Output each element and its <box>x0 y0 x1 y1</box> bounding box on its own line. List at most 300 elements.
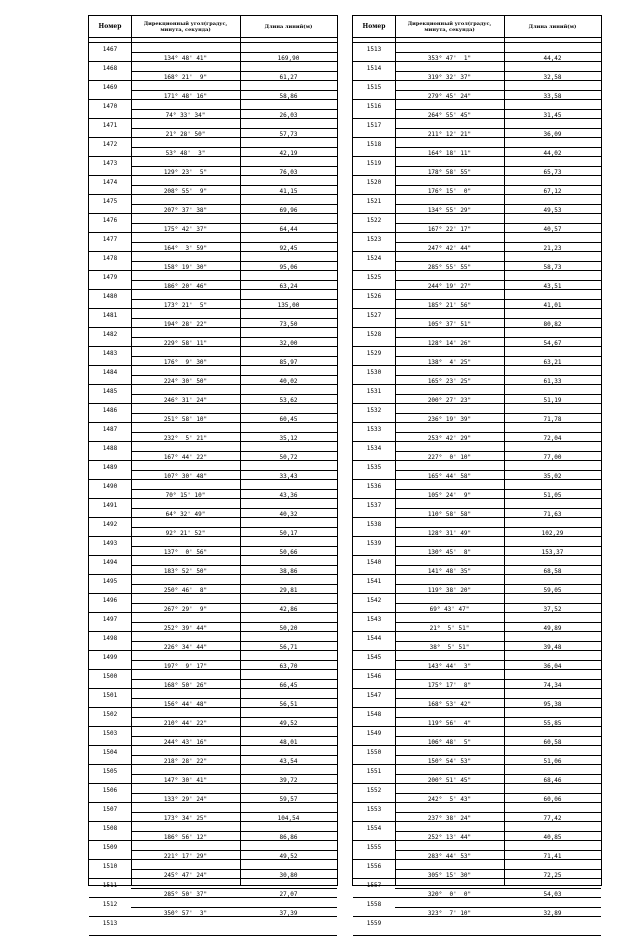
row-rule <box>131 204 337 205</box>
row-rule <box>131 413 337 414</box>
point-number: 1489 <box>102 464 118 471</box>
row-rule <box>395 869 601 870</box>
row-rule <box>395 679 601 680</box>
direction-angle: 319° 32' 37" <box>427 74 472 81</box>
direction-angle: 178° 58' 55" <box>427 169 472 176</box>
point-number: 1473 <box>102 160 118 167</box>
table-row <box>89 879 337 898</box>
table-row <box>89 81 337 100</box>
table-row <box>353 765 601 784</box>
row-rule <box>131 147 337 148</box>
row-rule <box>131 641 337 642</box>
row-rule <box>395 565 601 566</box>
direction-angle: 119° 56' 4" <box>427 720 472 727</box>
table-row <box>89 62 337 81</box>
table-row <box>353 556 601 575</box>
row-rule <box>131 603 337 604</box>
header-number: Номер <box>362 22 386 30</box>
point-number: 1498 <box>102 635 118 642</box>
direction-angle: 224° 30' 50" <box>163 378 208 385</box>
header-direction-angle: Дирекционный угол(градус, минута, секунда) <box>143 20 228 33</box>
direction-angle: 242° 5' 43" <box>427 796 472 803</box>
point-number: 1549 <box>366 730 382 737</box>
row-rule <box>131 432 337 433</box>
line-length: 44,42 <box>543 55 562 62</box>
table-row <box>89 347 337 366</box>
direction-angle: 211° 12' 21" <box>427 131 472 138</box>
row-rule <box>395 299 601 300</box>
direction-angle: 323° 7' 10" <box>427 910 472 917</box>
line-length: 32,00 <box>279 340 298 347</box>
coordinates-table-right <box>352 15 602 927</box>
point-number: 1469 <box>102 84 118 91</box>
point-number: 1559 <box>366 920 382 927</box>
point-number: 1492 <box>102 521 118 528</box>
row-rule <box>395 90 601 91</box>
direction-angle: 156° 44' 48" <box>163 701 208 708</box>
row-rule <box>395 375 601 376</box>
point-number: 1478 <box>102 255 118 262</box>
point-number: 1554 <box>366 825 382 832</box>
row-rule <box>131 546 337 547</box>
point-number: 1477 <box>102 236 118 243</box>
direction-angle: 167° 22' 17" <box>427 226 472 233</box>
table-row <box>353 613 601 632</box>
direction-angle: 176° 15' 0" <box>427 188 472 195</box>
row-rule <box>395 242 601 243</box>
row-rule <box>131 280 337 281</box>
direction-angle: 283° 44' 53" <box>427 853 472 860</box>
table-row <box>353 746 601 765</box>
row-rule <box>131 109 337 110</box>
direction-angle: 246° 31' 24" <box>163 397 208 404</box>
line-length: 102,29 <box>541 530 564 537</box>
point-number: 1508 <box>102 825 118 832</box>
point-number: 1528 <box>366 331 382 338</box>
row-rule <box>395 717 601 718</box>
table-row <box>89 366 337 385</box>
row-rule <box>395 660 601 661</box>
table-row <box>353 708 601 727</box>
point-number: 1512 <box>102 901 118 908</box>
row-rule <box>131 318 337 319</box>
point-number: 1525 <box>366 274 382 281</box>
line-length: 39,48 <box>543 644 562 651</box>
line-length: 32,89 <box>543 910 562 917</box>
line-length: 72,25 <box>543 872 562 879</box>
row-rule <box>395 413 601 414</box>
row-rule <box>395 793 601 794</box>
row-rule <box>131 527 337 528</box>
line-length: 71,63 <box>543 511 562 518</box>
point-number: 1534 <box>366 445 382 452</box>
table-row <box>353 879 601 898</box>
point-number: 1538 <box>366 521 382 528</box>
line-length: 50,72 <box>279 454 298 461</box>
direction-angle: 158° 19' 30" <box>163 264 208 271</box>
row-rule <box>395 52 601 53</box>
row-rule <box>131 793 337 794</box>
direction-angle: 74° 33' 34" <box>165 112 206 119</box>
table-row <box>89 461 337 480</box>
row-rule <box>131 375 337 376</box>
table-row <box>353 119 601 138</box>
point-number: 1527 <box>366 312 382 319</box>
line-length: 74,34 <box>543 682 562 689</box>
table-row <box>353 328 601 347</box>
table-row <box>353 917 601 936</box>
table-row <box>353 252 601 271</box>
table-row <box>89 157 337 176</box>
line-length: 72,04 <box>543 435 562 442</box>
point-number: 1501 <box>102 692 118 699</box>
line-length: 30,80 <box>279 872 298 879</box>
table-row <box>353 309 601 328</box>
point-number: 1529 <box>366 350 382 357</box>
line-length: 153,37 <box>541 549 564 556</box>
table-body <box>89 43 337 936</box>
direction-angle: 119° 38' 20" <box>427 587 472 594</box>
direction-angle: 105° 37' 51" <box>427 321 472 328</box>
row-rule <box>131 774 337 775</box>
table-row <box>89 556 337 575</box>
direction-angle: 53° 48' 3" <box>165 150 206 157</box>
point-number: 1488 <box>102 445 118 452</box>
row-rule <box>131 451 337 452</box>
point-number: 1511 <box>102 882 118 889</box>
table-row <box>353 176 601 195</box>
row-rule <box>131 850 337 851</box>
table-row <box>353 537 601 556</box>
table-row <box>89 765 337 784</box>
table-row <box>89 613 337 632</box>
point-number: 1547 <box>366 692 382 699</box>
table-row <box>89 594 337 613</box>
line-length: 48,01 <box>279 739 298 746</box>
line-length: 49,52 <box>279 720 298 727</box>
line-length: 61,33 <box>543 378 562 385</box>
line-length: 71,41 <box>543 853 562 860</box>
direction-angle: 130° 45' 8" <box>427 549 472 556</box>
row-rule <box>395 698 601 699</box>
row-rule <box>131 299 337 300</box>
table-row <box>353 214 601 233</box>
table-row <box>353 157 601 176</box>
point-number: 1531 <box>366 388 382 395</box>
direction-angle: 185° 21' 56" <box>427 302 472 309</box>
point-number: 1532 <box>366 407 382 414</box>
line-length: 51,05 <box>543 492 562 499</box>
row-rule <box>131 717 337 718</box>
point-number: 1540 <box>366 559 382 566</box>
line-length: 59,05 <box>543 587 562 594</box>
line-length: 56,51 <box>279 701 298 708</box>
table-row <box>353 822 601 841</box>
direction-angle: 251° 58' 10" <box>163 416 208 423</box>
line-length: 42,19 <box>279 150 298 157</box>
direction-angle: 150° 54' 53" <box>427 758 472 765</box>
line-length: 77,42 <box>543 815 562 822</box>
direction-angle: 173° 34' 25" <box>163 815 208 822</box>
row-rule <box>395 432 601 433</box>
line-length: 49,53 <box>543 207 562 214</box>
direction-angle: 210° 44' 22" <box>163 720 208 727</box>
direction-angle: 236° 19' 39" <box>427 416 472 423</box>
point-number: 1522 <box>366 217 382 224</box>
row-rule <box>395 128 601 129</box>
point-number: 1558 <box>366 901 382 908</box>
table-row <box>353 575 601 594</box>
line-length: 36,09 <box>543 131 562 138</box>
line-length: 35,12 <box>279 435 298 442</box>
table-row <box>89 480 337 499</box>
point-number: 1500 <box>102 673 118 680</box>
row-rule <box>131 907 337 908</box>
direction-angle: 64° 32' 49" <box>165 511 206 518</box>
table-row <box>89 860 337 879</box>
direction-angle: 134° 48' 41" <box>163 55 208 62</box>
direction-angle: 252° 13' 44" <box>427 834 472 841</box>
row-rule <box>395 546 601 547</box>
direction-angle: 173° 21' 5" <box>163 302 208 309</box>
direction-angle: 305° 15' 30" <box>427 872 472 879</box>
point-number: 1504 <box>102 749 118 756</box>
direction-angle: 165° 23' 25" <box>427 378 472 385</box>
line-length: 58,86 <box>279 93 298 100</box>
point-number: 1490 <box>102 483 118 490</box>
point-number: 1505 <box>102 768 118 775</box>
line-length: 50,66 <box>279 549 298 556</box>
line-length: 63,21 <box>543 359 562 366</box>
row-rule <box>395 356 601 357</box>
direction-angle: 70° 15' 10" <box>165 492 206 499</box>
row-rule <box>395 641 601 642</box>
point-number: 1542 <box>366 597 382 604</box>
table-row <box>353 385 601 404</box>
table-row <box>353 62 601 81</box>
point-number: 1470 <box>102 103 118 110</box>
direction-angle: 237° 38' 24" <box>427 815 472 822</box>
point-number: 1524 <box>366 255 382 262</box>
line-length: 67,12 <box>543 188 562 195</box>
row-rule <box>131 622 337 623</box>
row-rule <box>131 242 337 243</box>
row-rule <box>395 71 601 72</box>
line-length: 60,58 <box>543 739 562 746</box>
direction-angle: 128° 31' 49" <box>427 530 472 537</box>
table-row <box>89 442 337 461</box>
line-length: 37,39 <box>279 910 298 917</box>
row-rule <box>395 622 601 623</box>
table-row <box>89 651 337 670</box>
line-length: 26,03 <box>279 112 298 119</box>
row-rule <box>395 850 601 851</box>
table-row <box>89 328 337 347</box>
point-number: 1476 <box>102 217 118 224</box>
point-number: 1550 <box>366 749 382 756</box>
direction-angle: 38° 5' 51" <box>429 644 470 651</box>
table-body <box>353 43 601 936</box>
line-length: 40,85 <box>543 834 562 841</box>
line-length: 50,20 <box>279 625 298 632</box>
point-number: 1543 <box>366 616 382 623</box>
row-rule <box>131 584 337 585</box>
row-rule <box>395 109 601 110</box>
table-row <box>353 347 601 366</box>
point-number: 1517 <box>366 122 382 129</box>
table-row <box>353 651 601 670</box>
table-row <box>353 290 601 309</box>
row-rule <box>131 90 337 91</box>
table-row <box>353 138 601 157</box>
direction-angle: 279° 45' 24" <box>427 93 472 100</box>
direction-angle: 133° 29' 24" <box>163 796 208 803</box>
point-number: 1519 <box>366 160 382 167</box>
line-length: 21,23 <box>543 245 562 252</box>
line-length: 80,82 <box>543 321 562 328</box>
point-number: 1483 <box>102 350 118 357</box>
point-number: 1513 <box>102 920 118 927</box>
table-row <box>89 423 337 442</box>
point-number: 1485 <box>102 388 118 395</box>
direction-angle: 218° 28' 22" <box>163 758 208 765</box>
table-row <box>89 784 337 803</box>
line-length: 53,62 <box>279 397 298 404</box>
direction-angle: 128° 14' 26" <box>427 340 472 347</box>
point-number: 1541 <box>366 578 382 585</box>
row-rule <box>395 318 601 319</box>
point-number: 1521 <box>366 198 382 205</box>
table-row <box>89 537 337 556</box>
row-rule <box>131 166 337 167</box>
point-number: 1557 <box>366 882 382 889</box>
row-rule <box>395 204 601 205</box>
line-length: 38,86 <box>279 568 298 575</box>
line-length: 39,72 <box>279 777 298 784</box>
table-row <box>353 841 601 860</box>
direction-angle: 244° 43' 16" <box>163 739 208 746</box>
table-row <box>353 632 601 651</box>
point-number: 1497 <box>102 616 118 623</box>
table-row <box>353 480 601 499</box>
line-length: 92,45 <box>279 245 298 252</box>
line-length: 59,57 <box>279 796 298 803</box>
direction-angle: 194° 28' 22" <box>163 321 208 328</box>
line-length: 43,36 <box>279 492 298 499</box>
direction-angle: 208° 55' 9" <box>163 188 208 195</box>
line-length: 95,06 <box>279 264 298 271</box>
table-row <box>353 803 601 822</box>
line-length: 40,02 <box>279 378 298 385</box>
direction-angle: 285° 50' 37" <box>163 891 208 898</box>
table-row <box>353 898 601 917</box>
row-rule <box>131 736 337 737</box>
direction-angle: 245° 47' 24" <box>163 872 208 879</box>
table-row <box>89 43 337 62</box>
direction-angle: 168° 21' 9" <box>163 74 208 81</box>
direction-angle: 134° 55' 29" <box>427 207 472 214</box>
row-rule <box>395 147 601 148</box>
direction-angle: 252° 39' 44" <box>163 625 208 632</box>
direction-angle: 247° 42' 44" <box>427 245 472 252</box>
point-number: 1509 <box>102 844 118 851</box>
line-length: 63,24 <box>279 283 298 290</box>
point-number: 1484 <box>102 369 118 376</box>
line-length: 49,89 <box>543 625 562 632</box>
line-length: 37,52 <box>543 606 562 613</box>
line-length: 104,54 <box>277 815 300 822</box>
line-length: 51,19 <box>543 397 562 404</box>
row-rule <box>395 280 601 281</box>
direction-angle: 171° 48' 16" <box>163 93 208 100</box>
direction-angle: 320° 0' 0" <box>427 891 472 898</box>
table-row <box>353 366 601 385</box>
row-rule <box>131 660 337 661</box>
table-row <box>89 746 337 765</box>
direction-angle: 69° 43' 47" <box>429 606 470 613</box>
line-length: 64,44 <box>279 226 298 233</box>
coordinates-table-left <box>88 15 338 927</box>
line-length: 76,03 <box>279 169 298 176</box>
row-rule <box>131 489 337 490</box>
table-row <box>353 43 601 62</box>
direction-angle: 164° 18' 11" <box>427 150 472 157</box>
table-row <box>353 594 601 613</box>
row-rule <box>395 166 601 167</box>
row-rule <box>395 774 601 775</box>
line-length: 43,51 <box>543 283 562 290</box>
line-length: 95,38 <box>543 701 562 708</box>
line-length: 57,73 <box>279 131 298 138</box>
point-number: 1499 <box>102 654 118 661</box>
table-row <box>89 708 337 727</box>
table-row <box>89 518 337 537</box>
point-number: 1555 <box>366 844 382 851</box>
table-row <box>353 860 601 879</box>
line-length: 135,00 <box>277 302 300 309</box>
table-row <box>89 822 337 841</box>
line-length: 85,97 <box>279 359 298 366</box>
header-line-length: Длина линий(м) <box>528 23 577 30</box>
line-length: 33,58 <box>543 93 562 100</box>
direction-angle: 129° 23' 5" <box>163 169 208 176</box>
line-length: 42,86 <box>279 606 298 613</box>
line-length: 33,43 <box>279 473 298 480</box>
point-number: 1537 <box>366 502 382 509</box>
direction-angle: 105° 24' 9" <box>427 492 472 499</box>
line-length: 71,78 <box>543 416 562 423</box>
row-rule <box>131 223 337 224</box>
point-number: 1507 <box>102 806 118 813</box>
row-rule <box>395 508 601 509</box>
table-row <box>89 689 337 708</box>
point-number: 1503 <box>102 730 118 737</box>
direction-angle: 264° 55' 45" <box>427 112 472 119</box>
table-row <box>89 632 337 651</box>
table-row <box>353 461 601 480</box>
row-rule <box>395 736 601 737</box>
row-rule <box>131 128 337 129</box>
direction-angle: 165° 44' 58" <box>427 473 472 480</box>
point-number: 1535 <box>366 464 382 471</box>
line-length: 40,57 <box>543 226 562 233</box>
point-number: 1486 <box>102 407 118 414</box>
table-row <box>89 670 337 689</box>
row-rule <box>131 508 337 509</box>
point-number: 1530 <box>366 369 382 376</box>
line-length: 60,45 <box>279 416 298 423</box>
table-row <box>353 518 601 537</box>
